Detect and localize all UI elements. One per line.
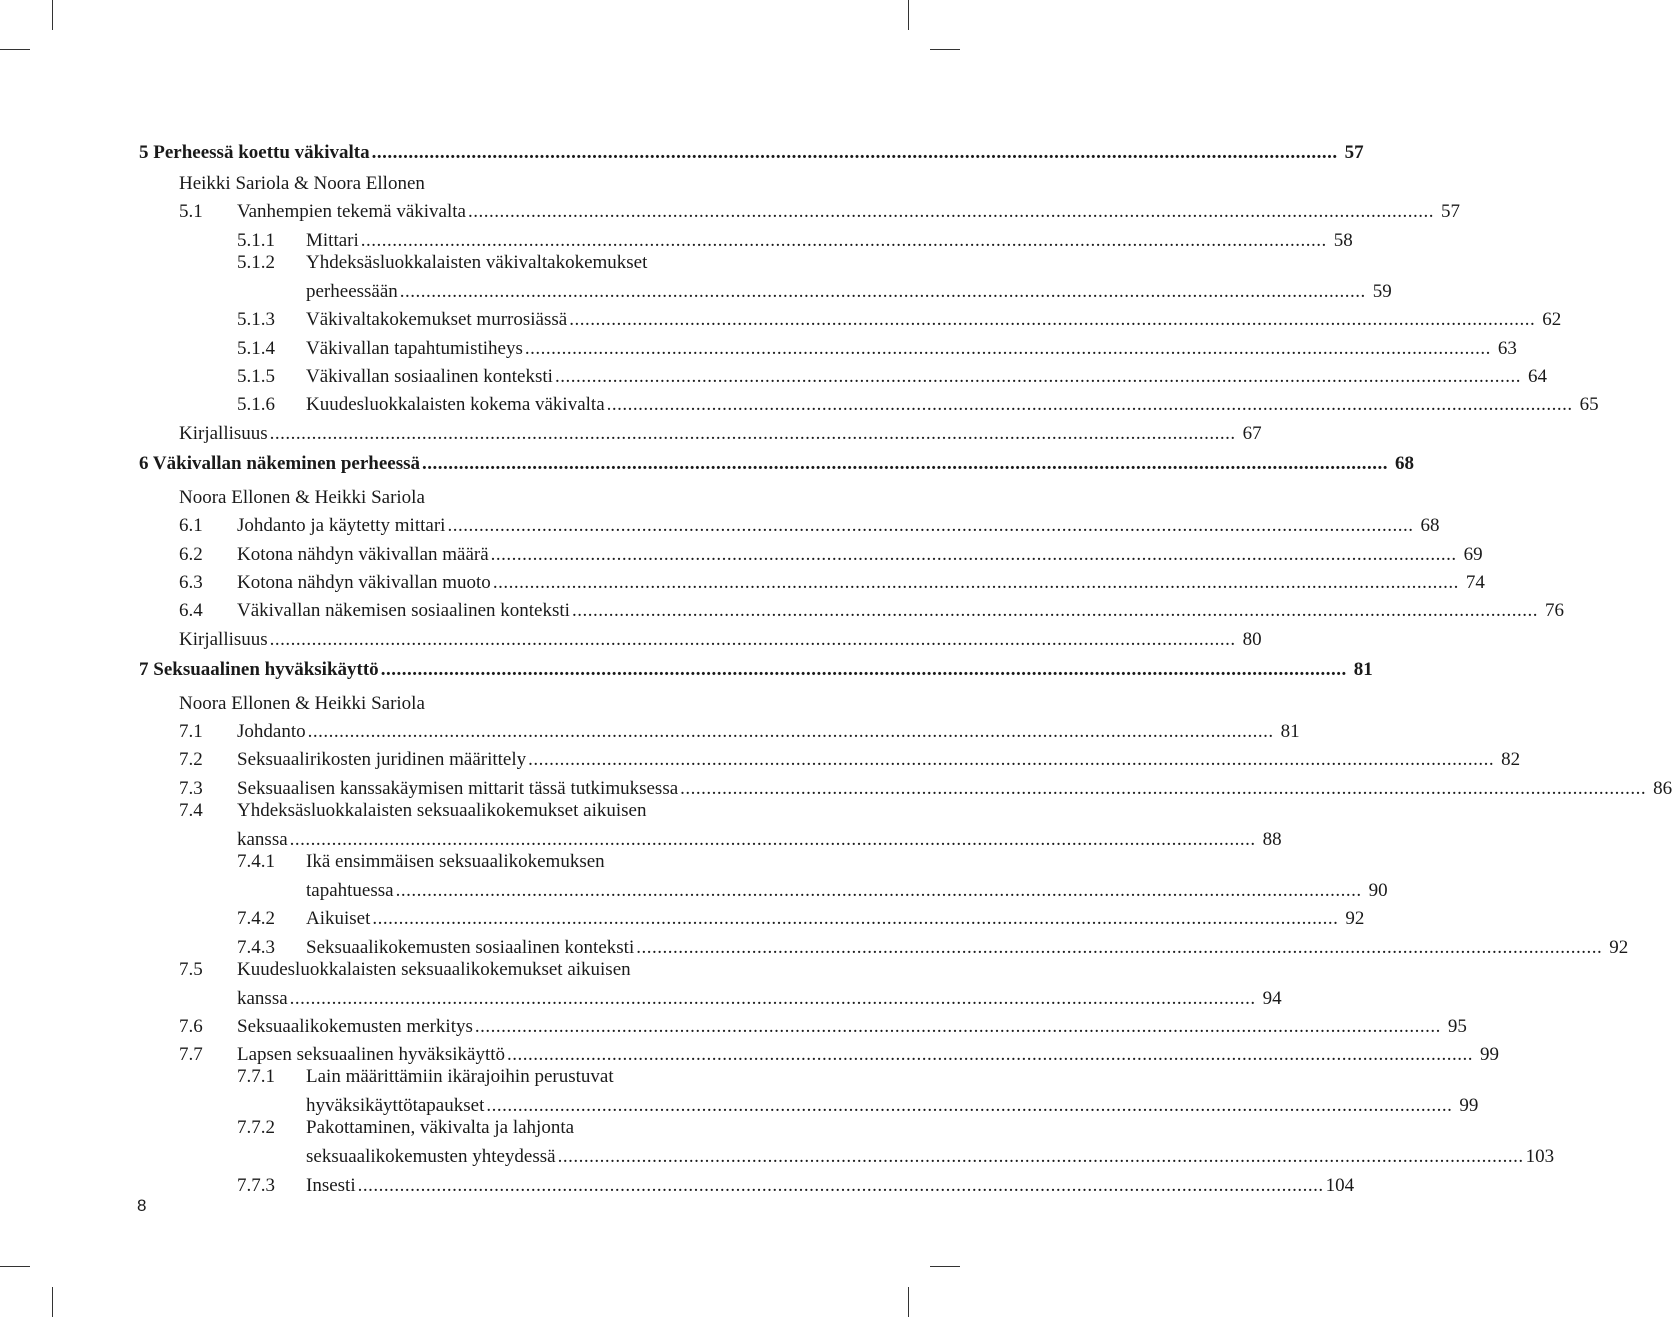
dot-leader bbox=[270, 423, 1236, 445]
page-ref: 95 bbox=[1447, 1016, 1467, 1038]
section-number: 7.4.2 bbox=[237, 908, 275, 930]
page-ref: 68 bbox=[1420, 515, 1440, 537]
toc-entry[interactable] bbox=[139, 223, 1353, 251]
toc-entry[interactable] bbox=[139, 771, 1672, 799]
toc-entry[interactable] bbox=[139, 251, 1392, 303]
section-title: Lapsen seksuaalinen hyväksikäyttö bbox=[237, 1044, 506, 1066]
chapter-authors bbox=[139, 681, 764, 715]
section-number: 5.1.2 bbox=[237, 251, 275, 273]
dot-leader bbox=[475, 1016, 1441, 1038]
toc-entry[interactable] bbox=[139, 930, 1629, 958]
toc-entry[interactable] bbox=[139, 1168, 1355, 1196]
dot-leader bbox=[372, 908, 1338, 930]
page-number: 8 bbox=[137, 1196, 147, 1215]
chapter-title: 5 Perheessä koettu väkivalta bbox=[139, 142, 370, 163]
toc-entry[interactable] bbox=[139, 416, 1262, 444]
table-of-contents bbox=[139, 130, 1672, 1197]
crop-mark bbox=[52, 1287, 53, 1317]
dot-leader bbox=[381, 659, 1347, 681]
toc-entry[interactable] bbox=[139, 360, 1547, 388]
dot-leader bbox=[636, 937, 1602, 959]
page-ref: 69 bbox=[1463, 543, 1483, 565]
toc-entry[interactable] bbox=[139, 1066, 1479, 1117]
page-ref: 81 bbox=[1280, 721, 1300, 743]
toc-entry[interactable] bbox=[139, 799, 1282, 851]
section-title-continued: tapahtuessa bbox=[306, 879, 394, 901]
chapter-title: 7 Seksuaalinen hyväksikäyttö bbox=[139, 658, 379, 680]
section-title-continued: kanssa bbox=[237, 828, 288, 850]
section-title: Väkivallan sosiaalinen konteksti bbox=[306, 365, 553, 387]
dot-leader bbox=[507, 1044, 1473, 1066]
section-number: 7.4.1 bbox=[237, 850, 275, 872]
dot-leader bbox=[525, 338, 1491, 360]
authors-text: Heikki Sariola & Noora Ellonen bbox=[179, 173, 425, 194]
toc-chapter-7[interactable] bbox=[139, 651, 1373, 681]
toc-entry[interactable] bbox=[139, 622, 1262, 650]
section-title: Johdanto ja käytetty mittari bbox=[237, 515, 446, 537]
crop-mark bbox=[908, 1287, 909, 1317]
chapter-title: 6 Väkivallan näkeminen perheessä bbox=[139, 452, 420, 474]
toc-entry[interactable] bbox=[139, 566, 1485, 594]
toc-entry[interactable] bbox=[139, 902, 1365, 930]
page-ref: 57 bbox=[1440, 201, 1460, 223]
section-title: Kotona nähdyn väkivallan muoto bbox=[237, 571, 491, 593]
section-title: Ikä ensimmäisen seksuaalikokemuksen bbox=[306, 850, 605, 872]
section-number: 6.2 bbox=[179, 543, 203, 565]
page-ref: 68 bbox=[1395, 452, 1414, 474]
section-number: 7.7 bbox=[179, 1044, 203, 1066]
section-number: 5.1.3 bbox=[237, 309, 275, 331]
section-title: Yhdeksäsluokkalaisten väkivaltakokemukset bbox=[306, 251, 648, 273]
dot-leader bbox=[308, 721, 1274, 743]
dot-leader bbox=[569, 309, 1535, 331]
toc-entry[interactable] bbox=[139, 1038, 1500, 1066]
dot-leader bbox=[290, 988, 1256, 1010]
section-title: Pakottaminen, väkivalta ja lahjonta bbox=[306, 1117, 575, 1139]
dot-leader bbox=[422, 453, 1388, 475]
toc-entry[interactable] bbox=[139, 715, 1300, 743]
section-number: 7.7.3 bbox=[237, 1174, 275, 1196]
toc-entry[interactable] bbox=[139, 594, 1564, 622]
toc-entry[interactable] bbox=[139, 195, 1460, 223]
section-number: 6.1 bbox=[179, 515, 203, 537]
section-title: Kuudesluokkalaisten kokema väkivalta bbox=[306, 394, 605, 416]
dot-leader bbox=[396, 880, 1362, 902]
section-title: Väkivallan näkemisen sosiaalinen konteksti bbox=[237, 600, 570, 622]
section-title: Seksuaalikokemusten merkitys bbox=[237, 1016, 473, 1038]
dot-leader bbox=[447, 515, 1413, 537]
toc-chapter-5[interactable] bbox=[139, 130, 1364, 164]
dot-leader bbox=[493, 572, 1459, 594]
dot-leader bbox=[468, 201, 1434, 223]
crop-mark bbox=[52, 0, 53, 30]
dot-leader bbox=[607, 394, 1573, 416]
crop-mark bbox=[930, 1266, 960, 1267]
page-ref: 104 bbox=[1325, 1174, 1355, 1196]
page-ref: 76 bbox=[1544, 600, 1564, 622]
page-ref: 65 bbox=[1579, 394, 1599, 416]
page-ref: 99 bbox=[1480, 1044, 1500, 1066]
page-ref: 81 bbox=[1353, 658, 1373, 680]
section-title: Yhdeksäsluokkalaisten seksuaalikokemukset aikuisen bbox=[237, 799, 647, 821]
section-title: Johdanto bbox=[237, 721, 306, 743]
toc-entry[interactable] bbox=[139, 743, 1521, 771]
page-ref: 90 bbox=[1368, 879, 1388, 901]
page-ref: 62 bbox=[1542, 309, 1562, 331]
page-ref: 94 bbox=[1262, 987, 1282, 1009]
page-ref: 92 bbox=[1345, 908, 1365, 930]
dot-leader bbox=[372, 142, 1338, 164]
toc-entry[interactable] bbox=[139, 331, 1517, 359]
dot-leader bbox=[572, 600, 1538, 622]
toc-chapter-6[interactable] bbox=[139, 445, 1414, 475]
page-ref: 82 bbox=[1501, 749, 1521, 771]
crop-mark bbox=[0, 49, 30, 50]
toc-entry[interactable] bbox=[139, 537, 1483, 565]
section-title: Väkivaltakokemukset murrosiässä bbox=[306, 309, 568, 331]
section-number: 7.7.2 bbox=[237, 1117, 275, 1139]
page-ref: 103 bbox=[1525, 1146, 1555, 1168]
page-ref: 80 bbox=[1242, 628, 1262, 650]
page-ref: 58 bbox=[1333, 229, 1353, 251]
toc-entry[interactable] bbox=[139, 303, 1562, 331]
toc-entry[interactable] bbox=[139, 1117, 1555, 1168]
chapter-authors bbox=[139, 475, 764, 509]
section-title: Kirjallisuus bbox=[179, 422, 268, 444]
crop-mark bbox=[930, 49, 960, 50]
section-number: 6.4 bbox=[179, 600, 203, 622]
page-ref: 86 bbox=[1653, 777, 1672, 799]
section-title: Kuudesluokkalaisten seksuaalikokemukset aikuisen bbox=[237, 958, 631, 980]
toc-entry[interactable] bbox=[139, 509, 1440, 537]
dot-leader bbox=[491, 544, 1457, 566]
section-title-continued: kanssa bbox=[237, 987, 288, 1009]
section-number: 7.2 bbox=[179, 749, 203, 771]
page-ref: 67 bbox=[1242, 422, 1262, 444]
section-number: 7.5 bbox=[179, 958, 203, 980]
section-number: 7.3 bbox=[179, 777, 203, 799]
section-number: 6.3 bbox=[179, 571, 203, 593]
section-number: 5.1.4 bbox=[237, 337, 275, 359]
page-ref: 92 bbox=[1609, 936, 1629, 958]
section-title: Väkivallan tapahtumistiheys bbox=[306, 337, 523, 359]
page-ref: 64 bbox=[1527, 365, 1547, 387]
section-title: Seksuaalikokemusten sosiaalinen konteksti bbox=[306, 936, 635, 958]
crop-mark bbox=[908, 0, 909, 30]
dot-leader bbox=[528, 749, 1494, 771]
dot-leader bbox=[361, 230, 1327, 252]
page-ref: 59 bbox=[1372, 280, 1392, 302]
toc-entry[interactable] bbox=[139, 388, 1599, 416]
dot-leader bbox=[486, 1095, 1452, 1117]
page-ref: 88 bbox=[1262, 828, 1282, 850]
section-title: Insesti bbox=[306, 1174, 356, 1196]
page-ref: 99 bbox=[1459, 1095, 1479, 1117]
section-title: Kotona nähdyn väkivallan määrä bbox=[237, 543, 489, 565]
page-ref: 57 bbox=[1344, 142, 1364, 163]
dot-leader bbox=[290, 829, 1256, 851]
section-number: 7.6 bbox=[179, 1016, 203, 1038]
section-number: 7.7.1 bbox=[237, 1066, 275, 1088]
page-ref: 74 bbox=[1465, 571, 1485, 593]
authors-text: Noora Ellonen & Heikki Sariola bbox=[179, 486, 425, 508]
dot-leader bbox=[558, 1146, 1524, 1168]
section-title-continued: perheessään bbox=[306, 280, 398, 302]
dot-leader bbox=[358, 1175, 1324, 1197]
section-title: Vanhempien tekemä väkivalta bbox=[237, 201, 466, 223]
dot-leader bbox=[680, 778, 1646, 800]
section-number: 5.1.5 bbox=[237, 365, 275, 387]
section-number: 7.4 bbox=[179, 799, 203, 821]
section-number: 5.1 bbox=[179, 201, 203, 223]
dot-leader bbox=[400, 281, 1366, 303]
authors-text: Noora Ellonen & Heikki Sariola bbox=[179, 692, 425, 714]
page-ref: 63 bbox=[1497, 337, 1517, 359]
toc-entry[interactable] bbox=[139, 958, 1282, 1010]
section-number: 7.4.3 bbox=[237, 936, 275, 958]
section-number: 5.1.6 bbox=[237, 394, 275, 416]
section-title: Seksuaalisen kanssakäymisen mittarit tässä tutkimuksessa bbox=[237, 777, 679, 799]
toc-entry[interactable] bbox=[139, 1010, 1467, 1038]
section-title: Lain määrittämiin ikärajoihin perustuvat bbox=[306, 1066, 614, 1088]
section-title: Mittari bbox=[306, 229, 359, 251]
section-title: Aikuiset bbox=[306, 908, 371, 930]
section-title: Kirjallisuus bbox=[179, 628, 268, 650]
chapter-authors bbox=[139, 164, 764, 195]
toc-entry[interactable] bbox=[139, 850, 1388, 902]
dot-leader bbox=[555, 366, 1521, 388]
crop-mark bbox=[0, 1266, 30, 1267]
section-number: 7.1 bbox=[179, 721, 203, 743]
section-title: Seksuaalirikosten juridinen määrittely bbox=[237, 749, 527, 771]
dot-leader bbox=[270, 629, 1236, 651]
section-number: 5.1.1 bbox=[237, 229, 275, 251]
section-title-continued: seksuaalikokemusten yhteydessä bbox=[306, 1146, 556, 1168]
section-title-continued: hyväksikäyttötapaukset bbox=[306, 1095, 485, 1117]
